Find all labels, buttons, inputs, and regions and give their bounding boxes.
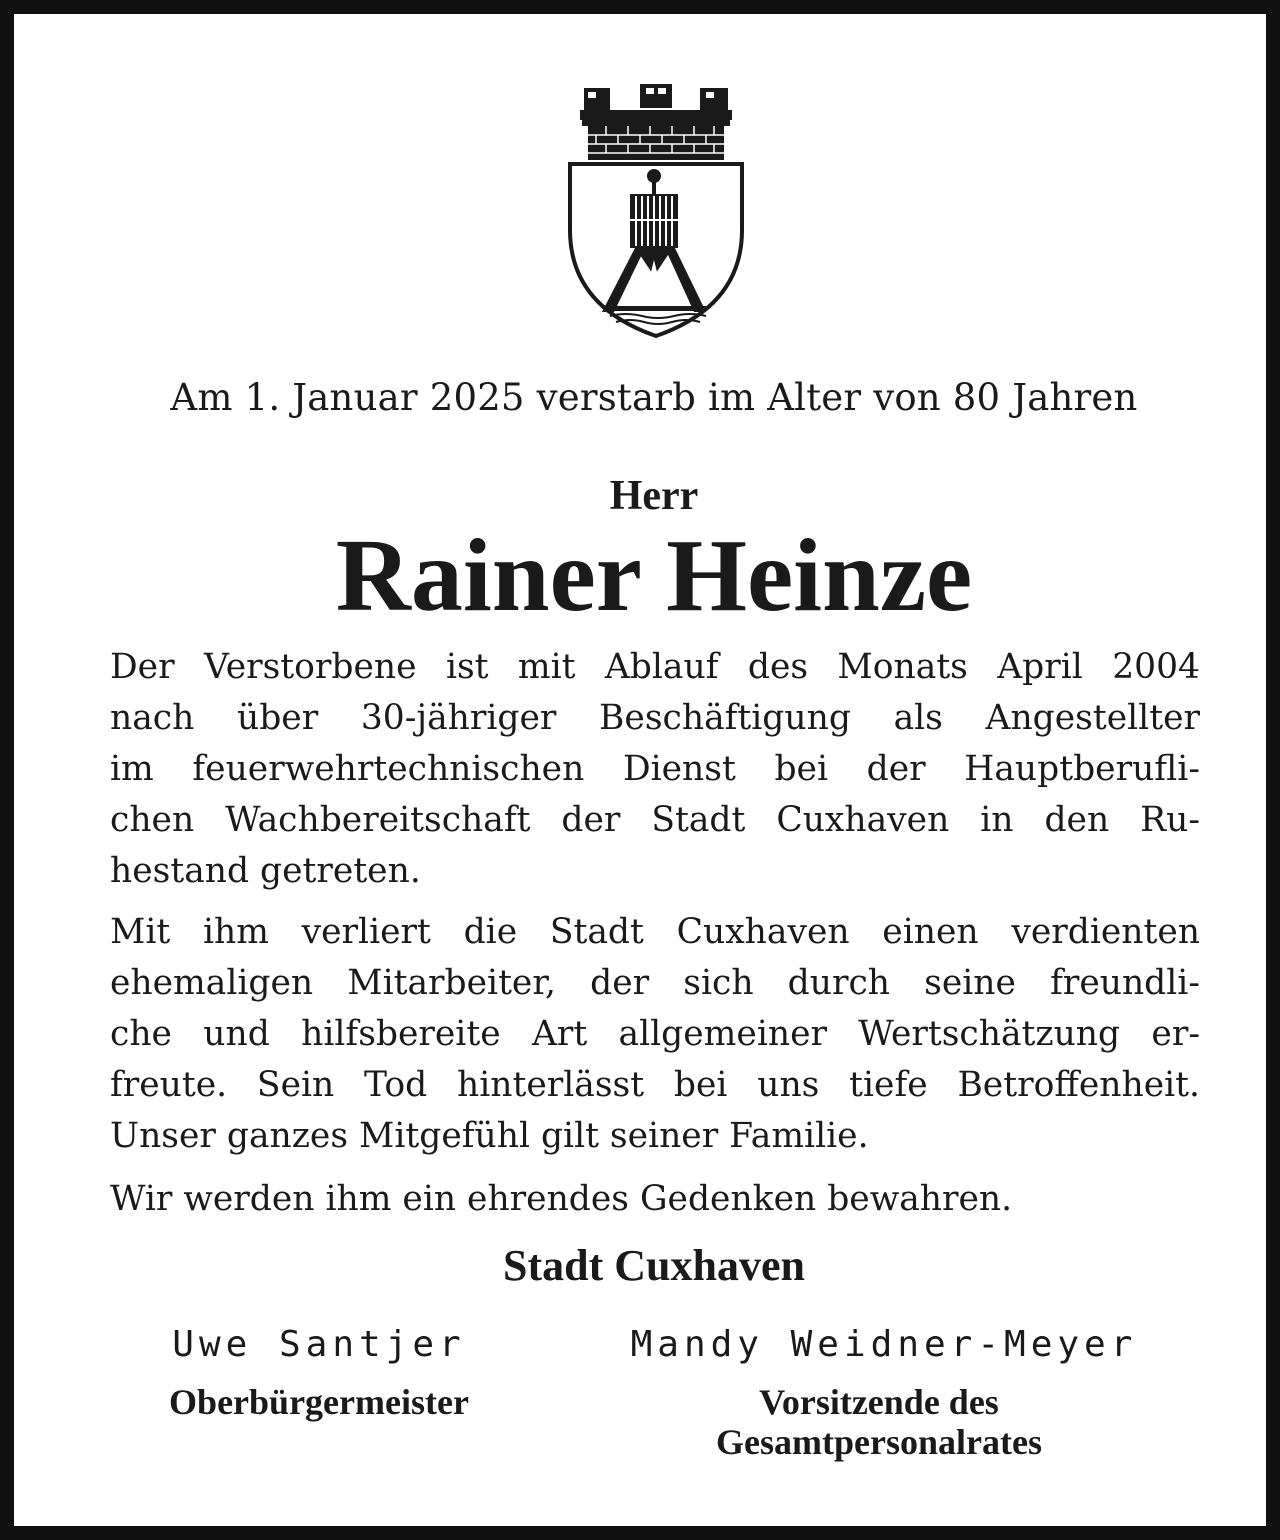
- paragraph-closing: [110, 1174, 1200, 1225]
- organization-name: Stadt Cuxhaven: [503, 1241, 805, 1290]
- signer-role-line: Gesamtpersonalrates: [716, 1422, 1042, 1462]
- paragraph-line: Wir werden ihm ein ehrendes Gedenken bewahren.: [110, 1179, 1013, 1219]
- signer-name: Uwe Santjer: [172, 1324, 466, 1365]
- death-notice-intro: Am 1. Januar 2025 verstarb im Alter von 80 Jahren: [170, 376, 1138, 419]
- paragraph-line: ehemaligen Mitarbeiter, der sich durch seine freundli-: [110, 963, 1200, 1003]
- paragraph-line: im feuerwehrtechnischen Dienst bei der Hauptberufli-: [110, 749, 1200, 789]
- signer-role-line: Vorsitzende des: [759, 1382, 999, 1422]
- signer-role: [604, 1382, 1154, 1462]
- paragraph-line: Unser ganzes Mitgefühl gilt seiner Familie.: [110, 1116, 869, 1156]
- paragraph-line: chen Wachbereitschaft der Stadt Cuxhaven in den Ru-: [110, 800, 1200, 840]
- paragraph-line: nach über 30-jähriger Beschäftigung als Angestellter: [110, 698, 1200, 738]
- paragraph-line: Mit ihm verliert die Stadt Cuxhaven einen verdienten: [110, 912, 1200, 952]
- signer-name: Mandy Weidner-Meyer: [630, 1324, 1138, 1365]
- paragraph-line: freute. Sein Tod hinterlässt bei uns tiefe Betroffenheit.: [110, 1065, 1200, 1105]
- signer-role-line: Oberbürgermeister: [169, 1382, 469, 1422]
- paragraph-line: hestand getreten.: [110, 851, 421, 891]
- paragraph-line: Der Verstorbene ist mit Ablauf des Monats April 2004: [110, 647, 1200, 687]
- paragraph-tribute: [110, 907, 1200, 1162]
- deceased-name: Rainer Heinze: [335, 518, 973, 633]
- paragraph-biography: [110, 642, 1200, 897]
- signer-role: [114, 1382, 524, 1422]
- cuxhaven-coat-of-arms-icon: [566, 80, 746, 340]
- paragraph-line: che und hilfsbereite Art allgemeiner Wertschätzung er-: [110, 1014, 1200, 1054]
- salutation: Herr: [609, 473, 699, 519]
